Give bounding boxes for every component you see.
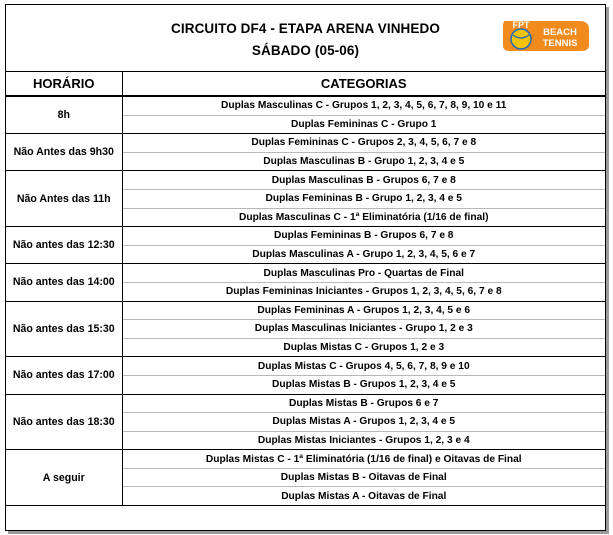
svg-text:BEACH: BEACH bbox=[543, 27, 577, 38]
category-cell: Duplas Mistas Iniciantes - Grupos 1, 2, 3 e 4 bbox=[122, 431, 605, 450]
category-cell: Duplas Masculinas A - Grupo 1, 2, 3, 4, 5, 6 e 7 bbox=[122, 245, 605, 264]
svg-text:FPT: FPT bbox=[512, 20, 530, 30]
table-row bbox=[6, 96, 605, 115]
schedule-body bbox=[6, 96, 605, 506]
table-row bbox=[6, 134, 605, 153]
category-cell: Duplas Mistas B - Grupos 6 e 7 bbox=[122, 394, 605, 413]
category-cell: Duplas Mistas B - Grupos 1, 2, 3, 4 e 5 bbox=[122, 375, 605, 394]
table-row bbox=[6, 301, 605, 320]
schedule-sheet bbox=[5, 4, 606, 531]
table-row bbox=[6, 450, 605, 469]
category-cell: Duplas Masculinas B - Grupo 1, 2, 3, 4 e 5 bbox=[122, 152, 605, 171]
time-cell: Não antes das 12:30 bbox=[6, 227, 122, 264]
time-cell: Não Antes das 11h bbox=[6, 171, 122, 227]
column-header-categorias: CATEGORIAS bbox=[122, 72, 605, 96]
category-cell: Duplas Mistas C - Grupos 4, 5, 6, 7, 8, 9 e 10 bbox=[122, 357, 605, 376]
table-row bbox=[6, 171, 605, 190]
table-row bbox=[6, 394, 605, 413]
time-cell: 8h bbox=[6, 96, 122, 134]
column-header-horario: HORÁRIO bbox=[6, 72, 122, 96]
svg-text:TENNIS: TENNIS bbox=[542, 38, 578, 49]
category-cell: Duplas Femininas Iniciantes - Grupos 1, 2, 3, 4, 5, 6, 7 e 8 bbox=[122, 282, 605, 301]
fpt-beach-tennis-logo bbox=[499, 17, 593, 55]
category-cell: Duplas Femininas B - Grupo 1, 2, 3, 4 e 5 bbox=[122, 189, 605, 208]
time-cell: Não Antes das 9h30 bbox=[6, 134, 122, 171]
category-cell: Duplas Masculinas C - Grupos 1, 2, 3, 4, 5, 6, 7, 8, 9, 10 e 11 bbox=[122, 96, 605, 115]
category-cell: Duplas Mistas C - 1ª Eliminatória (1/16 de final) e Oitavas de Final bbox=[122, 450, 605, 469]
category-cell: Duplas Mistas C - Grupos 1, 2 e 3 bbox=[122, 338, 605, 357]
category-cell: Duplas Mistas A - Oitavas de Final bbox=[122, 487, 605, 506]
time-cell: Não antes das 15:30 bbox=[6, 301, 122, 357]
page-title: CIRCUITO DF4 - ETAPA ARENA VINHEDO bbox=[171, 21, 440, 36]
category-cell: Duplas Masculinas Iniciantes - Grupo 1, 2 e 3 bbox=[122, 320, 605, 339]
time-cell: Não antes das 14:00 bbox=[6, 264, 122, 301]
time-cell: Não antes das 17:00 bbox=[6, 357, 122, 394]
page-subtitle: SÁBADO (05-06) bbox=[251, 43, 360, 58]
header bbox=[6, 5, 605, 72]
category-cell: Duplas Masculinas Pro - Quartas de Final bbox=[122, 264, 605, 283]
table-header-row bbox=[6, 72, 605, 96]
category-cell: Duplas Femininas A - Grupos 1, 2, 3, 4, 5 e 6 bbox=[122, 301, 605, 320]
category-cell: Duplas Masculinas C - 1ª Eliminatória (1/16 de final) bbox=[122, 208, 605, 227]
table-row bbox=[6, 227, 605, 246]
category-cell: Duplas Mistas B - Oitavas de Final bbox=[122, 468, 605, 487]
table-row bbox=[6, 357, 605, 376]
schedule-table bbox=[6, 72, 605, 506]
table-row bbox=[6, 264, 605, 283]
time-cell: A seguir bbox=[6, 450, 122, 506]
category-cell: Duplas Femininas B - Grupos 6, 7 e 8 bbox=[122, 227, 605, 246]
category-cell: Duplas Mistas A - Grupos 1, 2, 3, 4 e 5 bbox=[122, 413, 605, 432]
category-cell: Duplas Femininas C - Grupos 2, 3, 4, 5, 6, 7 e 8 bbox=[122, 134, 605, 153]
category-cell: Duplas Femininas C - Grupo 1 bbox=[122, 115, 605, 134]
time-cell: Não antes das 18:30 bbox=[6, 394, 122, 450]
category-cell: Duplas Masculinas B - Grupos 6, 7 e 8 bbox=[122, 171, 605, 190]
